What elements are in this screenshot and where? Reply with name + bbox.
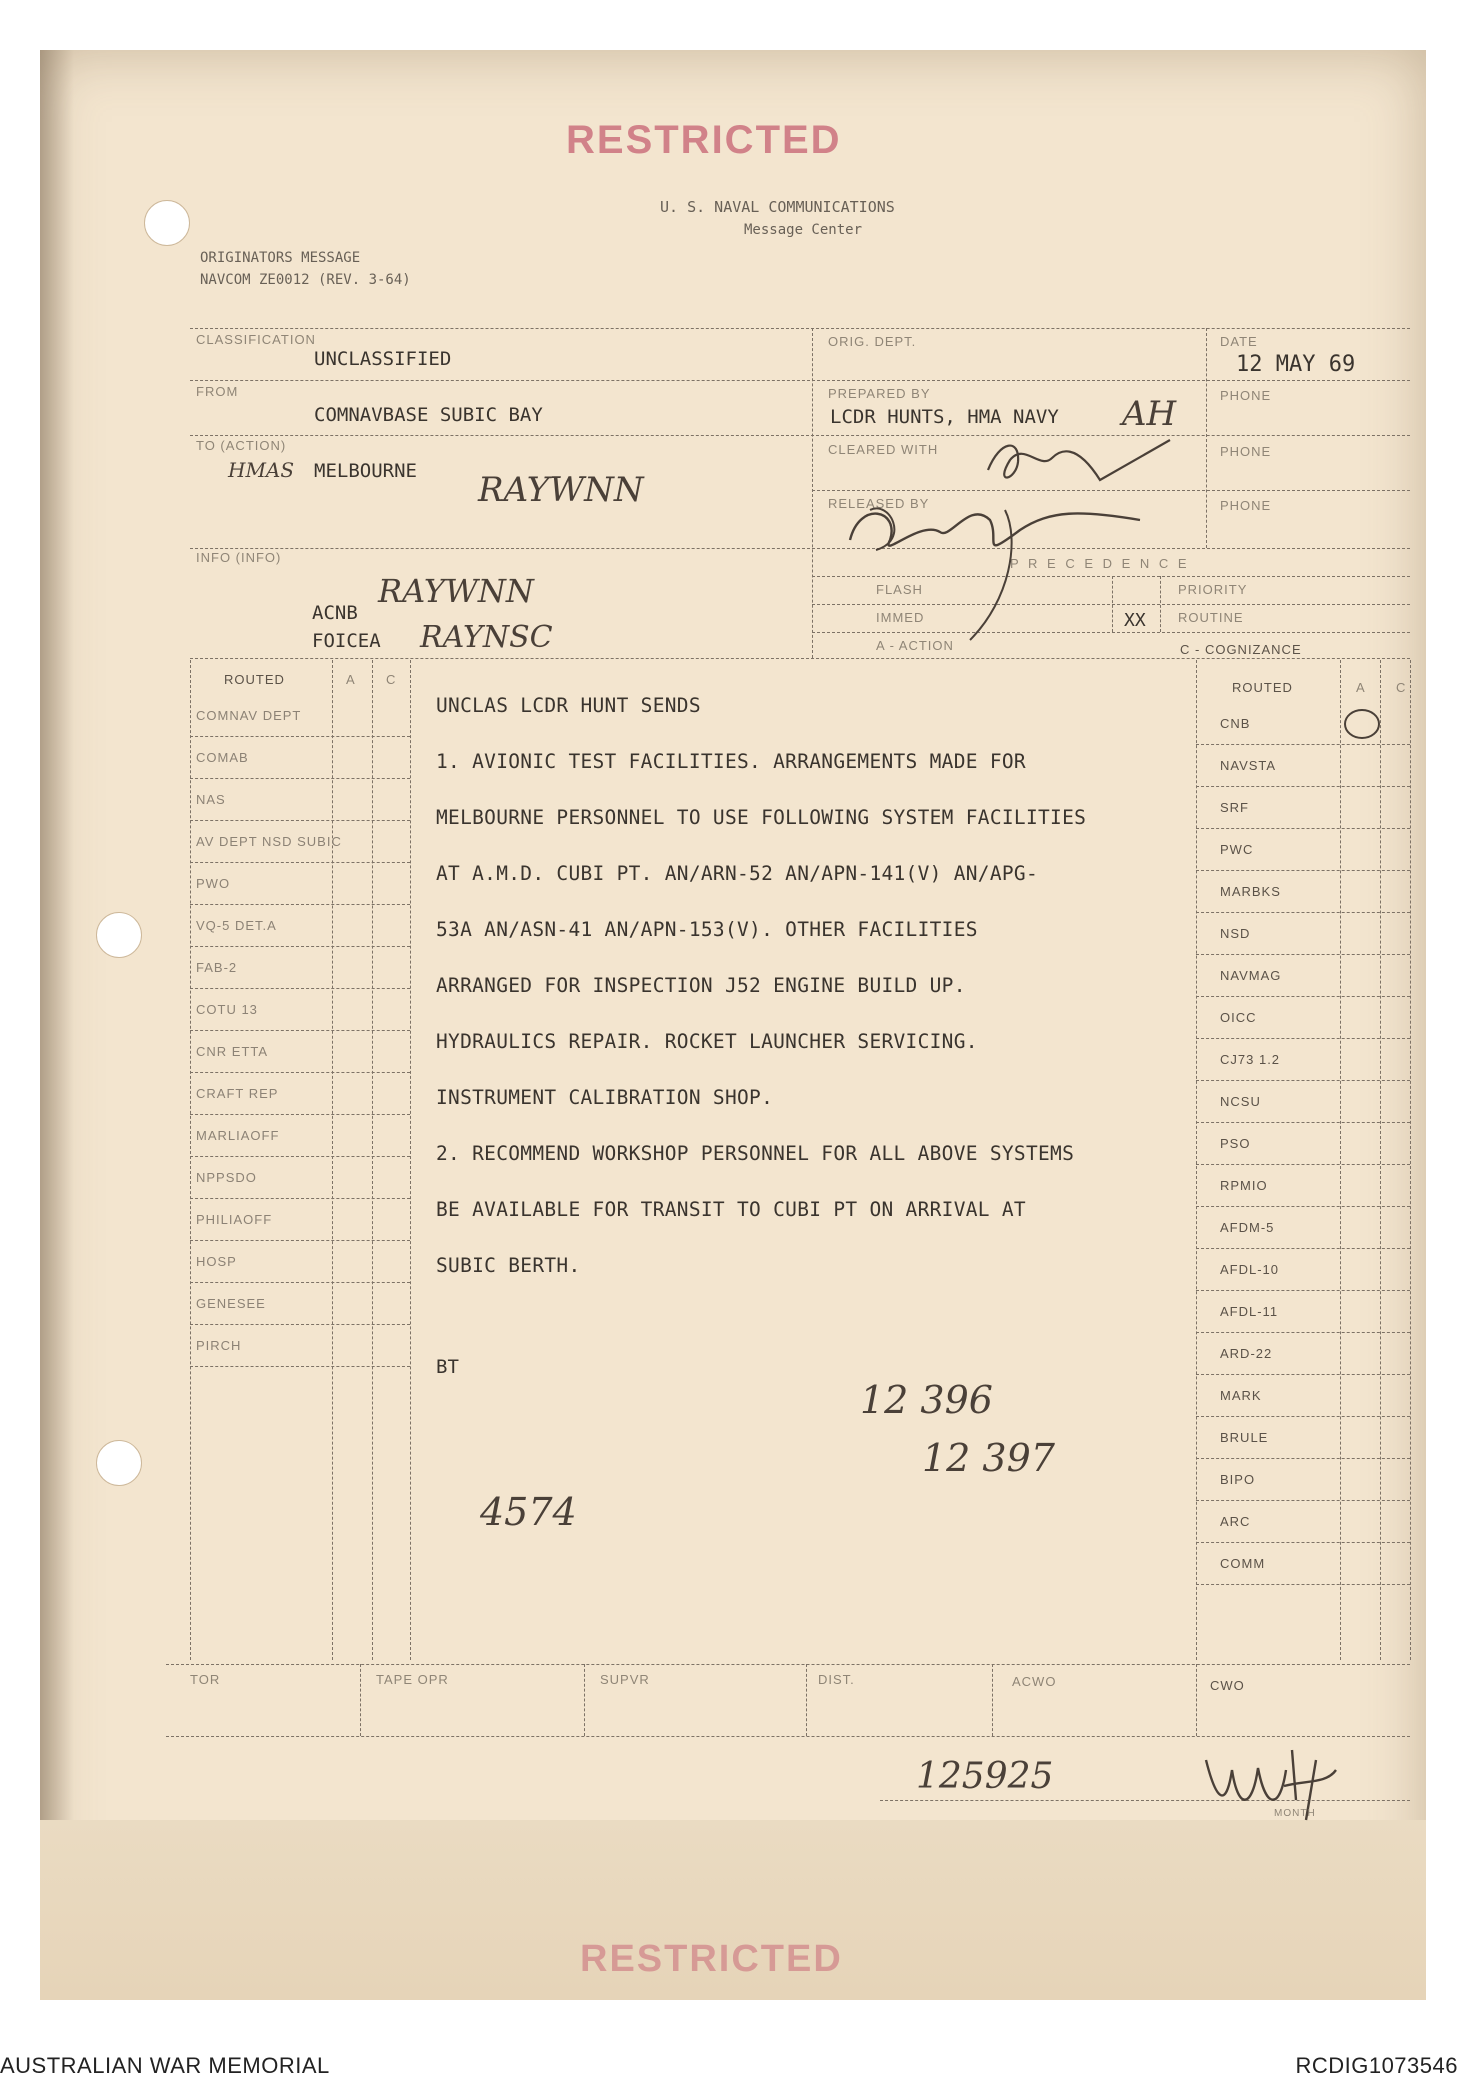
date-value: 12 MAY 69 [1236, 352, 1356, 377]
month-label: MONTH [1274, 1808, 1316, 1819]
routine-mark: XX [1124, 610, 1146, 631]
right-routing-rule [1196, 1206, 1410, 1207]
left-col-c [372, 660, 373, 1660]
tor-label: TOR [190, 1672, 221, 1687]
bottom-col-2 [584, 1664, 585, 1736]
right-routing-item: NAVMAG [1220, 968, 1282, 983]
left-routing-rule [190, 736, 410, 737]
rule-bottom-block-top [166, 1664, 1410, 1665]
right-routing-rule [1196, 1500, 1410, 1501]
from-value: COMNAVBASE SUBIC BAY [314, 404, 543, 426]
punch-hole-bottom [96, 1440, 142, 1486]
classification-value: UNCLASSIFIED [314, 348, 452, 370]
left-routing-rule [190, 1114, 410, 1115]
left-routing-item: PHILIAOFF [196, 1212, 273, 1227]
right-routing-rule [1196, 786, 1410, 787]
rule-bottom-block-end [166, 1736, 1410, 1737]
left-routing-item: CRAFT REP [196, 1086, 279, 1101]
left-routing-item: COTU 13 [196, 1002, 258, 1017]
archive-caption-right: RCDIG1073546 [1295, 2053, 1458, 2078]
right-routing-rule [1196, 1290, 1410, 1291]
left-c-header: C [386, 672, 397, 687]
left-routing-item: VQ-5 DET.A [196, 918, 277, 933]
released-label: RELEASED BY [828, 496, 930, 511]
right-routing-item: AFDL-10 [1220, 1262, 1280, 1277]
from-label: FROM [196, 384, 239, 399]
message-line: 1. AVIONIC TEST FACILITIES. ARRANGEMENTS MADE FOR [436, 750, 1026, 773]
message-line: INSTRUMENT CALIBRATION SHOP. [436, 1086, 774, 1109]
left-routing-rule [190, 1240, 410, 1241]
left-routing-rule [190, 1156, 410, 1157]
handwritten-number-3: 4574 [480, 1490, 577, 1534]
right-routing-rule [1196, 1416, 1410, 1417]
handwritten-number-2: 12 397 [922, 1436, 1055, 1480]
left-routing-item: CNR ETTA [196, 1044, 269, 1059]
rule-header-top [190, 328, 1410, 329]
initial-mark [1196, 1740, 1346, 1830]
right-routing-item: PWC [1220, 842, 1254, 857]
right-routing-rule [1196, 870, 1410, 871]
message-line: SUBIC BERTH. [436, 1254, 581, 1277]
cognizance-legend: C - COGNIZANCE [1180, 642, 1302, 657]
left-route-border [190, 660, 191, 1660]
info-label: INFO (INFO) [196, 550, 282, 565]
bottom-col-4 [992, 1664, 993, 1736]
left-routed-header: ROUTED [224, 672, 285, 687]
info-addressee-2: FOICEA [312, 630, 381, 652]
message-line: HYDRAULICS REPAIR. ROCKET LAUNCHER SERVICING. [436, 1030, 978, 1053]
priority-label: PRIORITY [1178, 582, 1248, 597]
right-routing-item: NAVSTA [1220, 758, 1277, 773]
right-routing-rule [1196, 996, 1410, 997]
form-name: ORIGINATORS MESSAGE [200, 250, 361, 266]
right-routing-rule [1196, 1374, 1410, 1375]
serial-number-handwritten: 125925 [916, 1756, 1054, 1797]
right-routing-item: ARD-22 [1220, 1346, 1273, 1361]
released-signature [830, 480, 1160, 650]
right-routing-item: OICC [1220, 1010, 1257, 1025]
left-routing-rule [190, 1198, 410, 1199]
rule-date-col [1206, 328, 1207, 548]
right-routing-item: CJ73 1.2 [1220, 1052, 1281, 1067]
left-routing-item: FAB-2 [196, 960, 238, 975]
left-routing-rule [190, 946, 410, 947]
right-routing-rule [1196, 954, 1410, 955]
message-line: 2. RECOMMEND WORKSHOP PERSONNEL FOR ALL ABOVE SYSTEMS [436, 1142, 1075, 1165]
handwritten-number-1: 12 396 [860, 1378, 993, 1422]
right-routed-header: ROUTED [1232, 680, 1293, 695]
rule-action [190, 658, 1410, 659]
left-routing-rule [190, 1324, 410, 1325]
to-prefix-handwritten: HMAS [228, 458, 295, 482]
left-routing-item: MARLIAOFF [196, 1128, 280, 1143]
right-routing-item: BIPO [1220, 1472, 1256, 1487]
left-routing-item: GENESEE [196, 1296, 266, 1311]
right-routing-rule [1196, 1458, 1410, 1459]
right-routing-item: CNB [1220, 716, 1251, 731]
message-line: 53A AN/ASN-41 AN/APN-153(V). OTHER FACILITIES [436, 918, 978, 941]
right-routing-item: BRULE [1220, 1430, 1269, 1445]
right-a-header: A [1356, 680, 1366, 695]
form-number: NAVCOM ZE0012 (REV. 3-64) [200, 272, 411, 288]
rule-to [190, 548, 810, 549]
phone-label-3: PHONE [1220, 498, 1272, 513]
right-routing-item: MARK [1220, 1388, 1262, 1403]
restricted-stamp-top: RESTRICTED [566, 118, 842, 162]
prepared-initials: AH [1122, 394, 1177, 434]
left-col-a [332, 660, 333, 1660]
orig-dept-label: ORIG. DEPT. [828, 334, 917, 349]
info-2-routing-handwritten: RAYNSC [420, 620, 553, 655]
info-1-routing-handwritten: RAYWNN [378, 572, 534, 610]
phone-label-1: PHONE [1220, 388, 1272, 403]
left-a-header: A [346, 672, 356, 687]
left-routing-rule [190, 1030, 410, 1031]
restricted-stamp-bottom: RESTRICTED [580, 1938, 843, 1980]
cnb-action-circle [1342, 706, 1382, 742]
right-routing-item: NSD [1220, 926, 1251, 941]
left-routing-rule [190, 988, 410, 989]
immed-label: IMMED [876, 610, 925, 625]
message-line: UNCLAS LCDR HUNT SENDS [436, 694, 701, 717]
right-route-border [1410, 660, 1411, 1660]
routine-label: ROUTINE [1178, 610, 1244, 625]
left-routing-item: HOSP [196, 1254, 237, 1269]
left-routing-rule [190, 904, 410, 905]
phone-label-2: PHONE [1220, 444, 1272, 459]
message-line: BE AVAILABLE FOR TRANSIT TO CUBI PT ON ARRIVAL AT [436, 1198, 1026, 1221]
paper-shadow-edge [40, 50, 74, 2000]
archive-caption-left: AUSTRALIAN WAR MEMORIAL [0, 2053, 330, 2078]
to-value: MELBOURNE [314, 460, 417, 482]
left-routing-item: NAS [196, 792, 226, 807]
acwo-label: ACWO [1012, 1674, 1057, 1689]
left-routing-rule [190, 1282, 410, 1283]
right-routing-item: AFDL-11 [1220, 1304, 1279, 1319]
left-routing-rule [190, 778, 410, 779]
classification-label: CLASSIFICATION [196, 332, 316, 347]
right-routing-item: RPMIO [1220, 1178, 1268, 1193]
right-routing-rule [1196, 1080, 1410, 1081]
message-line: AT A.M.D. CUBI PT. AN/ARN-52 AN/APN-141(V) AN/APG- [436, 862, 1038, 885]
right-routing-item: SRF [1220, 800, 1249, 815]
precedence-label: P R E C E D E N C E [1010, 556, 1190, 571]
date-label: DATE [1220, 334, 1258, 349]
punch-hole-top [144, 200, 190, 246]
to-label: TO (ACTION) [196, 438, 287, 453]
supervisor-label: SUPVR [600, 1672, 650, 1687]
message-break-bt: BT [436, 1356, 459, 1378]
left-routing-rule [190, 1366, 410, 1367]
right-routing-item: PSO [1220, 1136, 1251, 1151]
rule-prepared [812, 380, 1410, 381]
left-routing-item: COMNAV DEPT [196, 708, 302, 723]
cwo-label: CWO [1210, 1678, 1245, 1693]
right-routing-item: ARC [1220, 1514, 1251, 1529]
right-routing-item: NCSU [1220, 1094, 1261, 1109]
right-routing-item: AFDM-5 [1220, 1220, 1275, 1235]
rule-classification [190, 380, 810, 381]
left-routing-item: PIRCH [196, 1338, 242, 1353]
distribution-label: DIST. [818, 1672, 855, 1687]
right-routing-rule [1196, 828, 1410, 829]
prepared-value: LCDR HUNTS, HMA NAVY [830, 406, 1059, 428]
punch-hole-middle [96, 912, 142, 958]
cleared-label: CLEARED WITH [828, 442, 939, 457]
rule-prec-col-2 [1160, 576, 1161, 632]
message-line: ARRANGED FOR INSPECTION J52 ENGINE BUILD UP. [436, 974, 966, 997]
left-routing-item: COMAB [196, 750, 249, 765]
right-routing-rule [1196, 912, 1410, 913]
right-routing-rule [1196, 1332, 1410, 1333]
right-routing-item: COMM [1220, 1556, 1266, 1571]
agency-name: U. S. NAVAL COMMUNICATIONS [660, 198, 895, 216]
left-routing-rule [190, 862, 410, 863]
right-col-a [1340, 660, 1341, 1660]
action-legend: A - ACTION [876, 638, 954, 653]
left-routing-rule [190, 820, 410, 821]
left-routing-item: NPPSDO [196, 1170, 257, 1185]
right-col-start [1196, 660, 1197, 1660]
left-routing-rule [190, 1072, 410, 1073]
bottom-col-3 [806, 1664, 807, 1736]
tape-operator-label: TAPE OPR [376, 1672, 449, 1687]
flash-label: FLASH [876, 582, 923, 597]
bottom-col-1 [360, 1664, 361, 1736]
rule-from [190, 435, 1410, 436]
left-routing-item: AV DEPT NSD SUBIC [196, 834, 342, 849]
message-line: MELBOURNE PERSONNEL TO USE FOLLOWING SYSTEM FACILITIES [436, 806, 1087, 829]
right-routing-rule [1196, 1038, 1410, 1039]
right-col-c [1380, 660, 1381, 1660]
right-routing-rule [1196, 1248, 1410, 1249]
bottom-col-5 [1196, 1664, 1197, 1736]
right-routing-rule [1196, 1542, 1410, 1543]
right-routing-rule [1196, 1122, 1410, 1123]
agency-subtitle: Message Center [744, 222, 863, 238]
rule-dept-col [812, 328, 813, 658]
prepared-label: PREPARED BY [828, 386, 931, 401]
right-routing-rule [1196, 744, 1410, 745]
left-col-end [410, 660, 411, 1660]
right-routing-rule [1196, 1584, 1410, 1585]
to-routing-handwritten: RAYWNN [478, 470, 644, 510]
right-routing-rule [1196, 1164, 1410, 1165]
right-c-header: C [1396, 680, 1407, 695]
right-routing-item: MARBKS [1220, 884, 1281, 899]
left-routing-item: PWO [196, 876, 231, 891]
info-addressee-1: ACNB [312, 602, 358, 624]
